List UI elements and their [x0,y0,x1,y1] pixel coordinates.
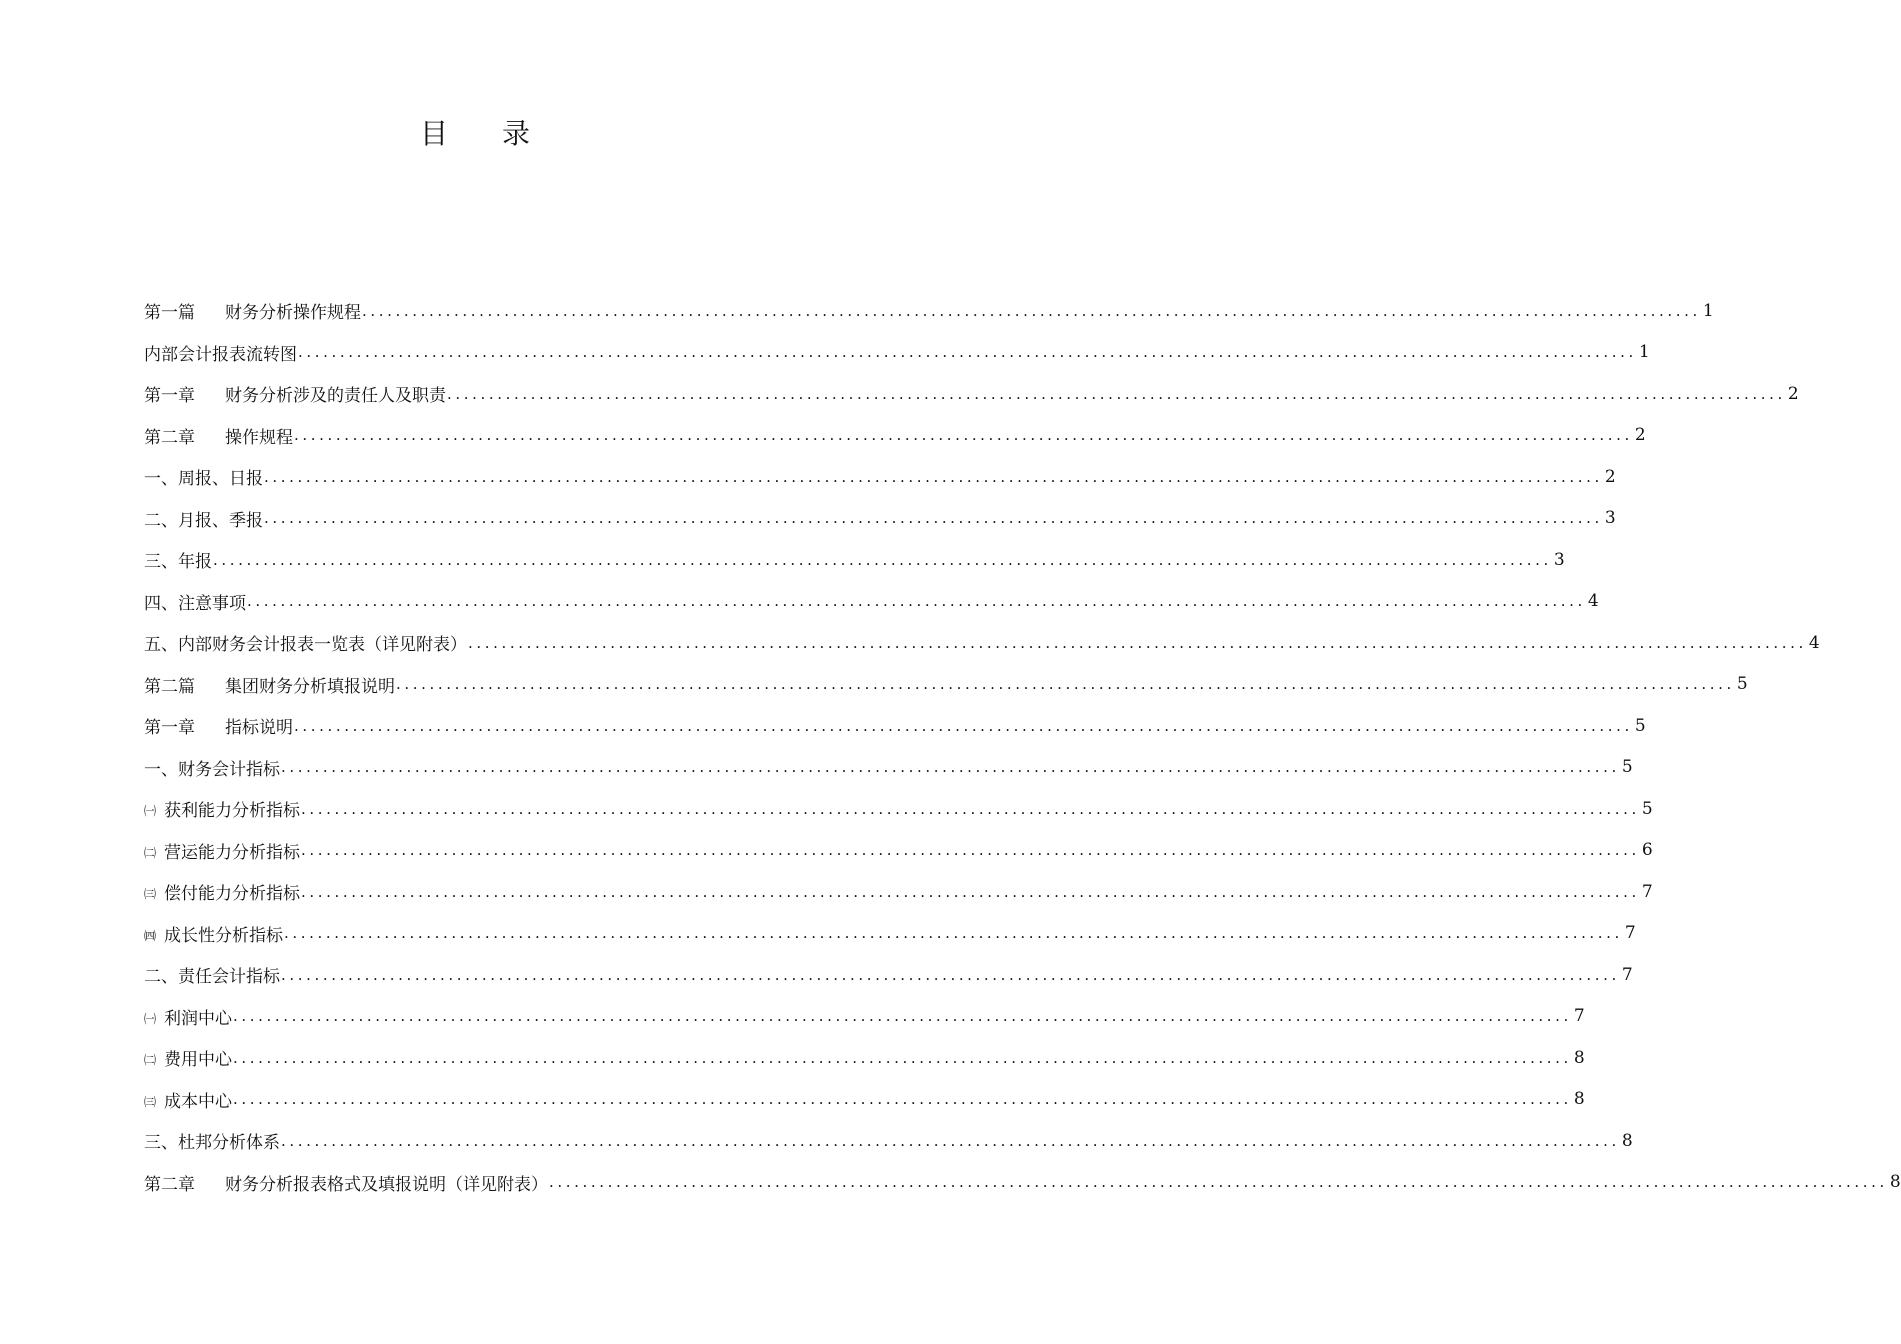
toc-entry-page-number: 8 [1573,1047,1585,1068]
toc-leader-dots: ................................................................................................................................................................ [233,1007,1572,1026]
toc-entry-page-number: 7 [1624,923,1636,944]
toc-entry[interactable] [144,747,1633,789]
title-char-2: 录 [502,117,531,150]
toc-entry-label [144,713,293,738]
toc-entry-label [144,381,446,406]
toc-entry-text: 偿付能力分析指标 [164,884,301,905]
toc-leader-dots: ................................................................................................................................................................ [447,384,1786,403]
toc-entry-text: 营运能力分析指标 [164,842,301,863]
toc-leader-dots: ................................................................................................................................................................ [294,426,1633,445]
toc-leader-dots: ................................................................................................................................................................ [301,841,1640,860]
toc-entry-label [144,1045,232,1070]
toc-entry-label [144,1128,280,1153]
toc-entry[interactable] [144,456,1616,498]
toc-entry[interactable] [144,954,1633,996]
toc-entry-page-number: 7 [1621,964,1633,985]
toc-entry-label [144,962,280,987]
toc-entry-text: 成本中心 [164,1091,233,1112]
toc-entry-text: 内部会计报表流转图 [144,344,297,365]
toc-entry-text: 五、内部财务会计报表一览表（详见附表） [144,635,467,656]
toc-entry[interactable] [144,290,1714,332]
toc-entry-page-number: 2 [1787,383,1799,404]
toc-entry-prefix: 第一章 [144,718,195,739]
toc-entry-text: 二、责任会计指标 [144,967,280,988]
toc-entry-page-number: 5 [1634,715,1646,736]
toc-entry-label [144,464,263,489]
toc-entry-marker: ㈡ [144,845,157,860]
toc-entry-text: 成长性分析指标 [164,925,284,946]
toc-entry-marker: ㈠ [144,1011,157,1026]
toc-entry-page-number: 4 [1808,632,1820,653]
toc-entry-label [144,921,283,946]
toc-entry-prefix: 第二章 [144,1174,195,1195]
toc-entry-text: 一、周报、日报 [144,469,263,490]
toc-entry[interactable] [144,913,1636,955]
toc-entry[interactable] [144,332,1650,374]
toc-entry-text: 财务分析涉及的责任人及职责 [225,386,446,407]
toc-leader-dots: ................................................................................................................................................................ [284,924,1623,943]
toc-entry-label [144,1004,232,1029]
toc-entry-text: 操作规程 [225,427,293,448]
toc-entry-page-number: 8 [1573,1089,1585,1110]
toc-entry[interactable] [144,1037,1585,1079]
toc-entry[interactable] [144,622,1820,664]
toc-entry-text: 三、年报 [144,552,212,573]
page-title [0,112,950,152]
toc-entry-page-number: 6 [1641,840,1653,861]
toc-entry-page-number: 7 [1641,881,1653,902]
toc-entry[interactable] [144,705,1646,747]
toc-entry-label [144,796,300,821]
toc-entry-text: 财务分析报表格式及填报说明（详见附表） [225,1174,548,1195]
toc-entry-page-number: 3 [1604,508,1616,529]
toc-entry-page-number: 8 [1621,1130,1633,1151]
toc-entry-marker: ㈢ [144,1094,157,1109]
toc-entry[interactable] [144,830,1653,872]
toc-entry-label [144,423,293,448]
toc-entry-text: 费用中心 [164,1050,233,1071]
toc-entry-text: 一、财务会计指标 [144,759,280,780]
toc-entry-page-number: 5 [1736,674,1748,695]
toc-leader-dots: ................................................................................................................................................................ [213,550,1552,569]
toc-entry-page-number: 3 [1553,549,1565,570]
toc-entry-label [144,589,246,614]
toc-entry-text: 四、注意事项 [144,593,246,614]
toc-entry-text: 二、月报、季报 [144,510,263,531]
toc-entry[interactable] [144,539,1565,581]
title-char-1: 目 [419,117,448,150]
toc-entry-page-number: 5 [1621,757,1633,778]
toc-entry[interactable] [144,373,1799,415]
toc-entry-text: 集团财务分析填报说明 [225,676,395,697]
toc-entry-page-number: 4 [1587,591,1599,612]
toc-entry[interactable] [144,1162,1901,1204]
toc-entry-page-number: 1 [1638,342,1650,363]
toc-entry-text: 获利能力分析指标 [164,801,301,822]
toc-entry-label [144,1170,548,1195]
toc-entry-prefix: 第二篇 [144,676,195,697]
toc-entry-text: 利润中心 [164,1008,233,1029]
toc-leader-dots: ................................................................................................................................................................ [247,592,1586,611]
toc-leader-dots: ................................................................................................................................................................ [233,1048,1572,1067]
toc-entry[interactable] [144,581,1599,623]
toc-entry-page-number: 1 [1702,300,1714,321]
toc-entry[interactable] [144,664,1748,706]
toc-entry-prefix: 第一篇 [144,303,195,324]
toc-leader-dots: ................................................................................................................................................................ [281,965,1620,984]
toc-entry-page-number: 8 [1889,1172,1901,1193]
toc-leader-dots: ................................................................................................................................................................ [264,467,1603,486]
toc-entry-marker: ㈢ [144,887,157,902]
toc-entry-text: 三、杜邦分析体系 [144,1133,280,1154]
toc-leader-dots: ................................................................................................................................................................ [281,758,1620,777]
toc-entry[interactable] [144,788,1653,830]
toc-leader-dots: ................................................................................................................................................................ [396,675,1735,694]
toc-leader-dots: ................................................................................................................................................................ [281,1131,1620,1150]
toc-entry-page-number: 5 [1641,798,1653,819]
toc-leader-dots: ................................................................................................................................................................ [468,633,1807,652]
toc-entry[interactable] [144,498,1616,540]
toc-leader-dots: ................................................................................................................................................................ [294,716,1633,735]
toc-entry-page-number: 7 [1573,1006,1585,1027]
toc-leader-dots: ................................................................................................................................................................ [298,343,1637,362]
toc-leader-dots: ................................................................................................................................................................ [264,509,1603,528]
toc-entry[interactable] [144,1120,1633,1162]
toc-entry-label [144,1087,232,1112]
toc-entry-marker: ㈣ [144,928,157,943]
toc-leader-dots: ................................................................................................................................................................ [549,1173,1888,1192]
toc-entry-prefix: 第二章 [144,427,195,448]
toc-leader-dots: ................................................................................................................................................................ [362,301,1701,320]
toc-entry-label [144,879,300,904]
toc-entry-marker: ㈠ [144,804,157,819]
toc-entry-label [144,298,361,323]
toc-entry-text: 财务分析操作规程 [225,303,361,324]
toc-entry-label [144,340,297,365]
toc-entry-label [144,672,395,697]
toc-entry-marker: ㈡ [144,1053,157,1068]
toc-entry[interactable] [144,996,1585,1038]
toc-leader-dots: ................................................................................................................................................................ [301,882,1640,901]
toc-entry-label [144,547,212,572]
toc-entry-label [144,838,300,863]
toc-entry[interactable] [144,415,1646,457]
toc-entry-label [144,506,263,531]
toc-leader-dots: ................................................................................................................................................................ [301,799,1640,818]
toc-entry-label [144,630,467,655]
toc-entry[interactable] [144,871,1653,913]
toc-entry-label [144,755,280,780]
toc-entry-prefix: 第一章 [144,386,195,407]
toc-entry-page-number: 2 [1634,425,1646,446]
toc-entry-page-number: 2 [1604,466,1616,487]
table-of-contents [144,290,1901,1203]
toc-leader-dots: ................................................................................................................................................................ [233,1090,1572,1109]
toc-entry[interactable] [144,1079,1585,1121]
toc-entry-text: 指标说明 [225,718,293,739]
